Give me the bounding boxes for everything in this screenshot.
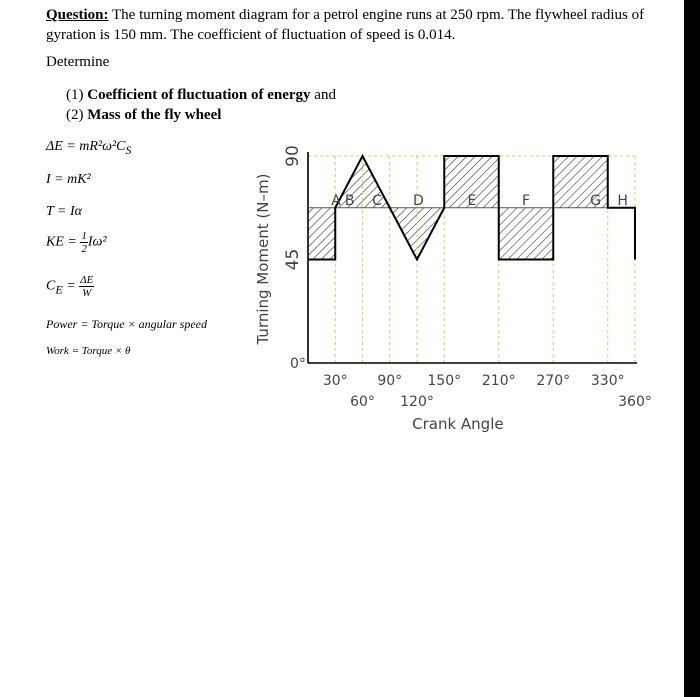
x-tick-label: 120°: [400, 394, 434, 410]
determine-heading: Determine: [46, 54, 110, 70]
y-tick-label: 90: [283, 145, 303, 167]
formula-ce-eq: =: [66, 278, 76, 294]
formula-inertia: I = mK²: [46, 172, 91, 187]
formula-ce-left: C: [46, 278, 56, 294]
item-1-rest: and: [314, 87, 336, 103]
question-label: Question:: [46, 7, 109, 23]
item-1-number: (1): [66, 87, 84, 103]
turning-moment-diagram: [250, 135, 670, 445]
question-text: [46, 6, 671, 45]
item-1-bold: Coefficient of fluctuation of energy: [87, 87, 311, 103]
x-tick-label: 210°: [481, 373, 516, 389]
item-2-number: (2): [66, 107, 84, 123]
y-axis-title: Turning Moment (N–m): [254, 173, 272, 345]
question-body: The turning moment diagram for a petrol engine runs at 250 rpm. The flywheel radius of gyration is 150 mm. The coefficient of fluctuation of speed is 0.014.: [46, 7, 645, 43]
formula-ce: [46, 274, 94, 299]
formula-ce-fraction: $\frac{\Delta E}{W}$: [80, 274, 94, 299]
x-tick-label: 30°: [322, 373, 348, 389]
formula-delta-e-sub: S: [125, 143, 132, 157]
point-label-h: H: [617, 192, 628, 209]
point-label-f: F: [522, 192, 531, 209]
formula-delta-e-text: ΔE = mR²ω²C: [46, 139, 126, 154]
item-1: [66, 87, 336, 104]
x-tick-label: 270°: [536, 373, 571, 389]
x-tick-label: 330°: [590, 373, 625, 389]
item-2-bold: Mass of the fly wheel: [87, 107, 222, 123]
formula-ce-sub: E: [55, 282, 63, 297]
formula-ke-fraction: $\frac{1}{2}$: [81, 230, 87, 255]
point-label-c: C: [372, 192, 382, 209]
y-tick-label: 45: [283, 248, 303, 271]
formula-ke-left: KE =: [46, 234, 77, 250]
formula-delta-e: [46, 139, 131, 157]
point-label-g: G: [590, 192, 601, 209]
y-tick-label: 0°: [290, 356, 306, 372]
point-label-d: D: [413, 192, 424, 209]
formula-ke: [46, 230, 107, 255]
point-label-e: E: [467, 192, 477, 209]
formula-torque: T = Iα: [46, 204, 82, 219]
point-label-a: A: [331, 192, 341, 209]
item-2: [66, 107, 221, 124]
formula-work: Work = Torque × θ: [46, 345, 131, 357]
formula-ke-right: Iω²: [87, 234, 107, 250]
x-tick-label: 60°: [350, 394, 375, 410]
x-tick-label: 150°: [427, 373, 462, 389]
x-axis-title: Crank Angle: [412, 415, 504, 433]
point-label-b: B: [344, 192, 355, 209]
formula-power: Power = Torque × angular speed: [46, 317, 207, 331]
x-tick-label: 360°: [618, 394, 652, 410]
x-tick-label: 90°: [377, 373, 403, 389]
